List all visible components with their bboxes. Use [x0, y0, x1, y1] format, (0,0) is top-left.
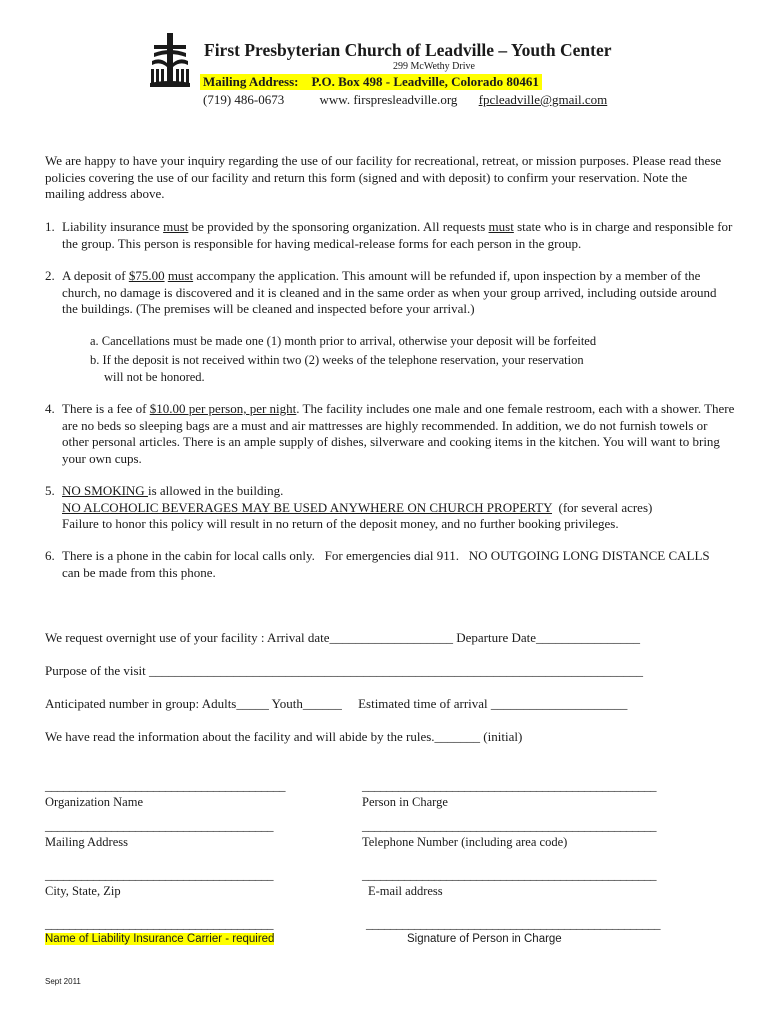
- rule-1: [45, 219, 735, 252]
- overnight-request-field[interactable]: We request overnight use of your facility : Arrival date___________________ Departure Date________________: [45, 630, 641, 645]
- person-in-charge-line[interactable]: _________________________________________________: [362, 778, 656, 793]
- intro-paragraph: We are happy to have your inquiry regarding the use of our facility for recreational, retreat, or mission purposes. Please read these policies covering the use of our facility and return this form (signed and with deposit) to confirm your reservation. Note the mailing address above.: [45, 153, 722, 201]
- email-address-line[interactable]: _________________________________________________: [362, 867, 656, 882]
- rule-2b: [90, 352, 584, 385]
- rule-4: [45, 401, 735, 467]
- rule-number: 2.: [45, 268, 55, 283]
- rule-text: accompany the application. This amount will be refunded if, upon inspection by a member of the church, no damage is discovered and it is cleaned and in the same order as when your group arrived, including outside around the buildings. (The premises will be cleaned and inspected before your arrival.): [62, 268, 717, 316]
- rule-text: Liability insurance: [62, 219, 164, 234]
- mailing-address: Mailing Address: P.O. Box 498 - Leadville, Colorado 80461: [200, 74, 542, 90]
- purpose-field[interactable]: Purpose of the visit ____________________________________________________________________________: [45, 663, 643, 678]
- mailing-address-label: Mailing Address: [45, 835, 128, 849]
- rule-5: [45, 483, 735, 533]
- rule-text: There is a fee of: [62, 401, 150, 416]
- no-smoking-text: NO SMOKING: [62, 483, 148, 498]
- footer-date: Sept 2011: [45, 977, 81, 986]
- rule-text: A deposit of: [62, 268, 129, 283]
- email-address-label: E-mail address: [368, 884, 443, 898]
- rule-text: Failure to honor this policy will result in no return of the deposit money, and no further booking privileges.: [62, 516, 619, 531]
- signature-line[interactable]: _________________________________________________: [366, 916, 660, 931]
- person-in-charge-label: Person in Charge: [362, 795, 448, 809]
- telephone-label: Telephone Number (including area code): [362, 835, 568, 849]
- rule-text: There is a phone in the cabin for local calls only. For emergencies dial 911. NO OUTGOING LONG DISTANCE CALLS can be made from this phone.: [62, 548, 713, 580]
- group-size-field[interactable]: Anticipated number in group: Adults_____ Youth______ Estimated time of arrival _____________________: [45, 696, 628, 711]
- rule-number: 4.: [45, 401, 55, 416]
- city-state-zip-line[interactable]: ______________________________________: [45, 867, 273, 882]
- insurance-carrier-line[interactable]: ______________________________________: [45, 916, 273, 931]
- rule-text: b. If the deposit is not received within two (2) weeks of the telephone reservation, your reservation: [90, 353, 584, 367]
- street-address: 299 McWethy Drive: [393, 61, 475, 72]
- telephone-line[interactable]: _________________________________________________: [362, 818, 656, 833]
- rule-text: is allowed in the building.: [147, 483, 284, 498]
- insurance-carrier-label: Name of Liability Insurance Carrier - required: [45, 933, 275, 945]
- rule-text: be provided by the sponsoring organization. All requests: [188, 219, 489, 234]
- rule-2: [45, 268, 735, 318]
- rule-emphasis: must: [163, 219, 189, 234]
- initial-field[interactable]: We have read the information about the facility and will abide by the rules._______ (initial): [45, 729, 523, 744]
- rule-6: [45, 548, 725, 581]
- rule-text: (for several acres): [552, 499, 653, 515]
- rule-number: 5.: [45, 483, 55, 498]
- city-state-zip-label: City, State, Zip: [45, 884, 121, 898]
- mailing-address-line[interactable]: ______________________________________: [45, 818, 273, 833]
- rule-number: 6.: [45, 548, 55, 563]
- rule-number: 1.: [45, 219, 55, 234]
- presbyterian-cross-logo-icon: [150, 33, 190, 87]
- rule-text: . The facility includes one male and one female restroom, each with a shower. There are no beds so sleeping bags are a must and air mattresses are highly recommended. In addition, we do not furnish towels or other personal articles. There is an ample supply of dishes, silverware and cooking items in the kitchen. You will want to bring your own cups.: [62, 401, 735, 466]
- email-link[interactable]: fpcleadville@gmail.com: [478, 92, 608, 107]
- organization-name-line[interactable]: ________________________________________: [45, 778, 285, 793]
- contact-line: [203, 92, 607, 108]
- deposit-amount: $75.00: [128, 268, 165, 283]
- rule-text: will not be honored.: [104, 369, 205, 384]
- rule-emphasis: must: [488, 219, 514, 234]
- website-text: www. firspresleadville.org: [319, 92, 458, 107]
- signature-label: Signature of Person in Charge: [407, 933, 562, 945]
- fee-amount: $10.00 per person, per night: [149, 401, 297, 416]
- rule-text: state who is in charge and responsible for the group. This person is responsible for having medical-release forms for each person in the group.: [62, 219, 733, 251]
- phone-number: (719) 486-0673: [203, 92, 285, 107]
- rule-2a: a. Cancellations must be made one (1) month prior to arrival, otherwise your deposit will be forfeited: [90, 334, 597, 348]
- no-alcohol-text: NO ALCOHOLIC BEVERAGES MAY BE USED ANYWHERE ON CHURCH PROPERTY: [62, 499, 553, 515]
- church-title: First Presbyterian Church of Leadville – Youth Center: [204, 40, 612, 60]
- rule-emphasis: must: [167, 268, 194, 283]
- organization-name-label: Organization Name: [45, 795, 143, 809]
